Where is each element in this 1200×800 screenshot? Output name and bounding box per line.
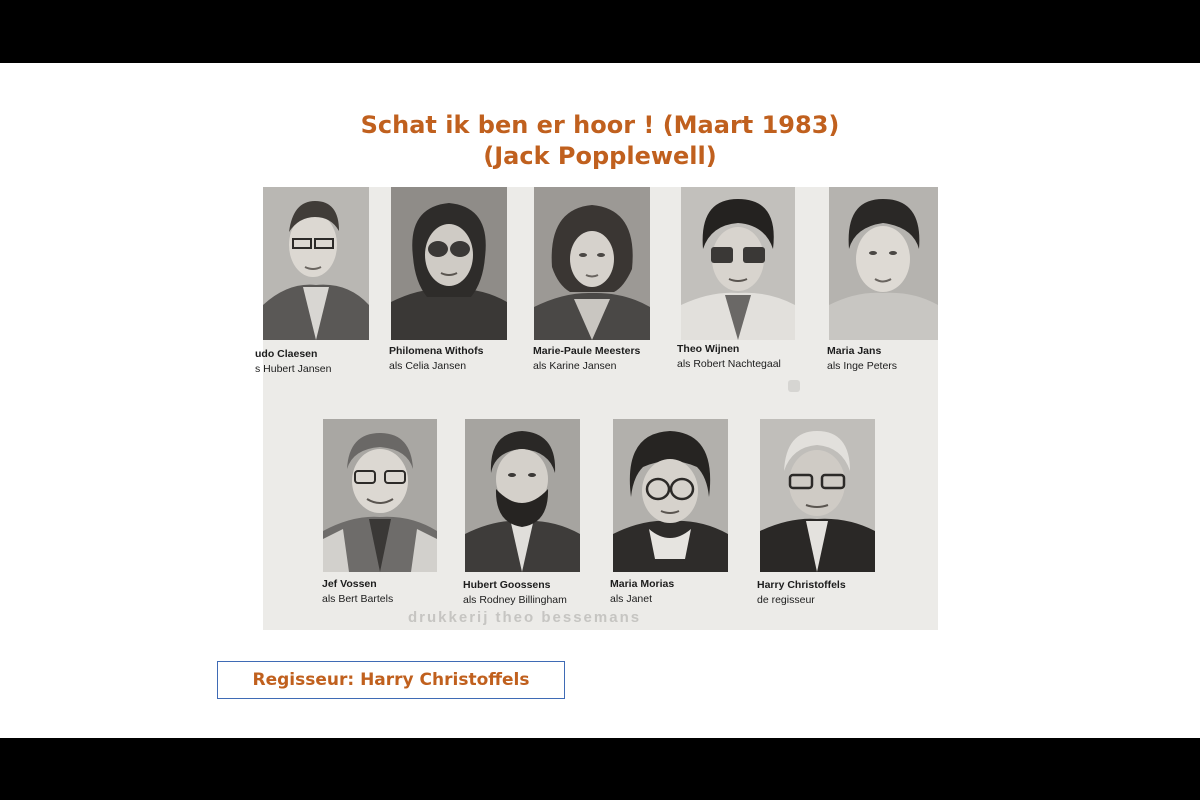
portrait-photo	[391, 187, 507, 340]
portrait-photo	[465, 419, 580, 572]
print-ghost-text: drukkerij theo bessemans	[408, 609, 642, 626]
cast-role: als Bert Bartels	[322, 593, 394, 605]
cast-name: Hubert Goossens	[463, 579, 551, 591]
cast-name: Jef Vossen	[322, 578, 377, 590]
cast-role: als Karine Jansen	[533, 360, 617, 372]
cast-name: Maria Jans	[827, 345, 882, 357]
cast-name: Philomena Withofs	[389, 345, 484, 357]
slide-subtitle: (Jack Popplewell)	[483, 142, 717, 170]
regisseur-label: Regisseur: Harry Christoffels	[252, 670, 530, 690]
cast-name: udo Claesen	[255, 348, 318, 360]
regisseur-label-box	[217, 661, 565, 699]
cast-role: als Rodney Billingham	[463, 594, 567, 606]
portrait-photo	[323, 419, 437, 572]
portrait-photo	[613, 419, 728, 572]
cast-name: Marie-Paule Meesters	[533, 345, 641, 357]
cast-role: als Janet	[610, 593, 653, 605]
cast-role: de regisseur	[757, 594, 815, 606]
cast-name: Theo Wijnen	[677, 343, 740, 355]
portrait-photo	[829, 187, 938, 340]
cast-role: als Robert Nachtegaal	[677, 358, 781, 370]
cast-name: Harry Christoffels	[757, 579, 846, 591]
portrait-photo	[534, 187, 650, 340]
portrait-photo	[681, 187, 795, 340]
scan-smudge	[788, 380, 800, 392]
slide-title: Schat ik ben er hoor ! (Maart 1983)	[360, 111, 840, 139]
cast-role: als Inge Peters	[827, 360, 898, 372]
cast-photo-scan	[255, 187, 938, 630]
cast-role: als Celia Jansen	[389, 360, 467, 372]
cast-role: s Hubert Jansen	[255, 363, 332, 375]
slide	[0, 63, 1200, 738]
portrait-photo	[263, 187, 369, 340]
portrait-photo	[760, 419, 875, 572]
cast-name: Maria Morias	[610, 578, 675, 590]
